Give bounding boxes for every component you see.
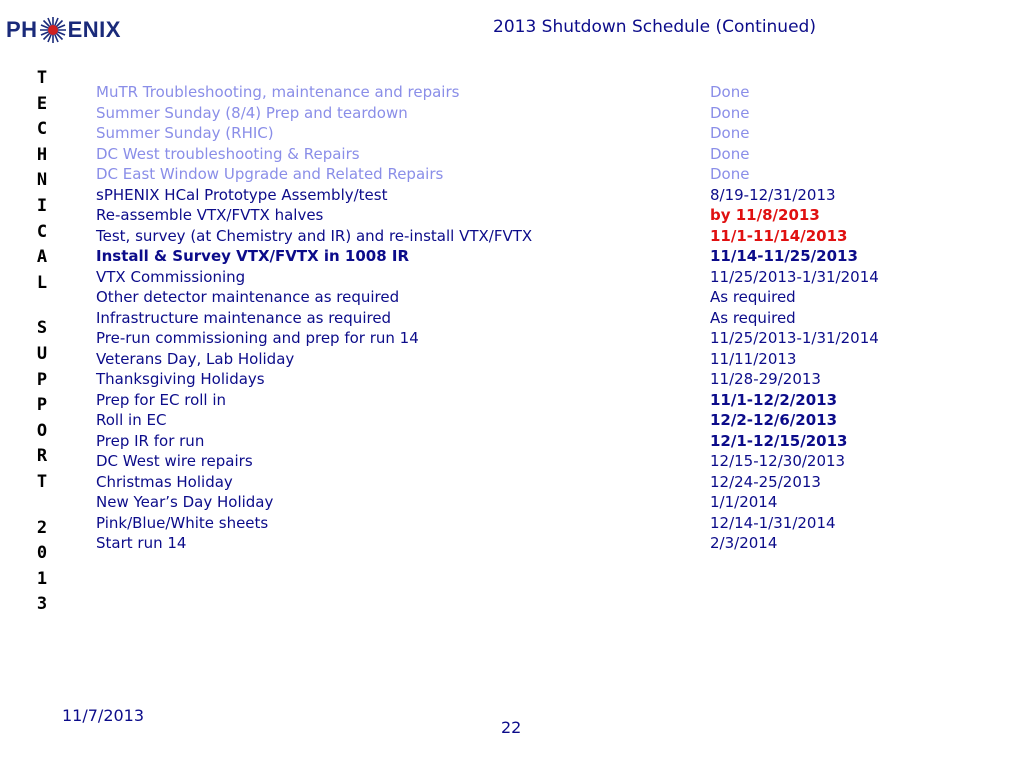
- vertical-label: [30, 66, 54, 618]
- schedule-task: Christmas Holiday: [96, 472, 233, 491]
- schedule-row: [96, 164, 936, 185]
- vertical-label-letter: C: [36, 119, 48, 140]
- schedule-task: Thanksgiving Holidays: [96, 370, 265, 388]
- schedule-date: 12/1-12/15/2013: [710, 431, 848, 450]
- schedule-date: 11/14-11/25/2013: [710, 247, 858, 265]
- schedule-row: [96, 205, 936, 226]
- schedule-date: 11/1-12/2/2013: [710, 390, 838, 409]
- schedule-date: Done: [710, 103, 750, 122]
- schedule-row: [96, 431, 936, 452]
- schedule-row: [96, 492, 936, 513]
- schedule-task: Start run 14: [96, 534, 187, 552]
- schedule-date: 11/11/2013: [710, 349, 797, 368]
- schedule-row: [96, 472, 936, 493]
- schedule-row: [96, 410, 936, 431]
- vertical-label-letter: H: [36, 144, 48, 165]
- schedule-task: Re-assemble VTX/FVTX halves: [96, 206, 324, 224]
- schedule-row: [96, 267, 936, 288]
- schedule-task: sPHENIX HCal Prototype Assembly/test: [96, 185, 388, 204]
- schedule-task: Prep for EC roll in: [96, 390, 227, 409]
- vertical-label-letter: T: [36, 68, 48, 88]
- page-number: 22: [501, 718, 522, 737]
- vertical-label-letter: N: [36, 170, 48, 191]
- logo-text-left: PH: [6, 17, 38, 42]
- schedule-date: by 11/8/2013: [710, 206, 820, 224]
- schedule-list: [96, 82, 936, 554]
- slide-title: 2013 Shutdown Schedule (Continued): [493, 17, 816, 37]
- schedule-task: New Year’s Day Holiday: [96, 493, 274, 511]
- schedule-row: [96, 533, 936, 554]
- schedule-date: Done: [710, 83, 750, 101]
- vertical-label-letter: U: [36, 343, 48, 364]
- schedule-task: Infrastructure maintenance as required: [96, 308, 392, 327]
- schedule-date: 12/14-1/31/2014: [710, 513, 836, 532]
- schedule-row: [96, 103, 936, 124]
- schedule-date: Done: [710, 124, 750, 142]
- schedule-row: [96, 287, 936, 308]
- vertical-label-letter: P: [36, 395, 48, 416]
- schedule-task: VTX Commissioning: [96, 267, 246, 286]
- schedule-date: 8/19-12/31/2013: [710, 185, 836, 204]
- schedule-row: [96, 349, 936, 370]
- vertical-label-letter: R: [36, 446, 48, 467]
- schedule-row: [96, 451, 936, 472]
- schedule-row: [96, 246, 936, 267]
- schedule-task: MuTR Troubleshooting, maintenance and repairs: [96, 83, 460, 101]
- schedule-date: As required: [710, 308, 796, 327]
- schedule-task: Prep IR for run: [96, 431, 205, 450]
- vertical-label-letter: 2: [36, 517, 48, 538]
- vertical-label-letter: E: [36, 93, 48, 114]
- vertical-label-letter: L: [36, 272, 48, 293]
- schedule-date: Done: [710, 144, 750, 163]
- schedule-date: As required: [710, 288, 796, 306]
- schedule-task: DC West wire repairs: [96, 452, 253, 470]
- phenix-sun-icon: [39, 16, 67, 44]
- schedule-date: Done: [710, 165, 750, 183]
- schedule-task: Pink/Blue/White sheets: [96, 513, 269, 532]
- schedule-task: DC East Window Upgrade and Related Repairs: [96, 165, 444, 183]
- schedule-date: 2/3/2014: [710, 534, 778, 552]
- phenix-logo: [6, 10, 121, 50]
- schedule-date: 1/1/2014: [710, 493, 778, 511]
- vertical-label-letter: T: [36, 471, 48, 492]
- schedule-row: [96, 123, 936, 144]
- schedule-row: [96, 308, 936, 329]
- schedule-row: [96, 226, 936, 247]
- schedule-task: Install & Survey VTX/FVTX in 1008 IR: [96, 247, 410, 265]
- schedule-task: Test, survey (at Chemistry and IR) and re-install VTX/FVTX: [96, 226, 533, 245]
- schedule-date: 12/2-12/6/2013: [710, 411, 838, 429]
- schedule-task: Roll in EC: [96, 411, 167, 429]
- vertical-label-letter: 0: [36, 543, 48, 564]
- schedule-date: 12/15-12/30/2013: [710, 452, 846, 470]
- vertical-label-letter: O: [36, 420, 48, 441]
- schedule-task: Veterans Day, Lab Holiday: [96, 349, 295, 368]
- vertical-label-letter: 3: [36, 594, 48, 615]
- schedule-task: Summer Sunday (RHIC): [96, 124, 274, 142]
- vertical-label-letter: 1: [36, 568, 48, 589]
- footer-date: 11/7/2013: [62, 706, 145, 725]
- schedule-row: [96, 328, 936, 349]
- vertical-label-letter: P: [36, 369, 48, 390]
- vertical-label-letter: S: [36, 318, 48, 339]
- schedule-row: [96, 513, 936, 534]
- vertical-label-letter: A: [36, 247, 48, 268]
- schedule-row: [96, 390, 936, 411]
- schedule-task: Summer Sunday (8/4) Prep and teardown: [96, 103, 408, 122]
- schedule-row: [96, 185, 936, 206]
- schedule-date: 11/25/2013-1/31/2014: [710, 329, 879, 347]
- schedule-row: [96, 82, 936, 103]
- logo-text-right: ENIX: [67, 17, 121, 42]
- schedule-date: 12/24-25/2013: [710, 472, 821, 491]
- vertical-label-letter: C: [36, 221, 48, 242]
- schedule-date: 11/1-11/14/2013: [710, 226, 848, 245]
- schedule-row: [96, 369, 936, 390]
- schedule-date: 11/25/2013-1/31/2014: [710, 267, 879, 286]
- schedule-row: [96, 144, 936, 165]
- vertical-label-letter: I: [36, 195, 48, 216]
- schedule-task: Other detector maintenance as required: [96, 288, 400, 306]
- schedule-task: Pre-run commissioning and prep for run 14: [96, 329, 419, 347]
- schedule-date: 11/28-29/2013: [710, 370, 821, 388]
- schedule-task: DC West troubleshooting & Repairs: [96, 144, 360, 163]
